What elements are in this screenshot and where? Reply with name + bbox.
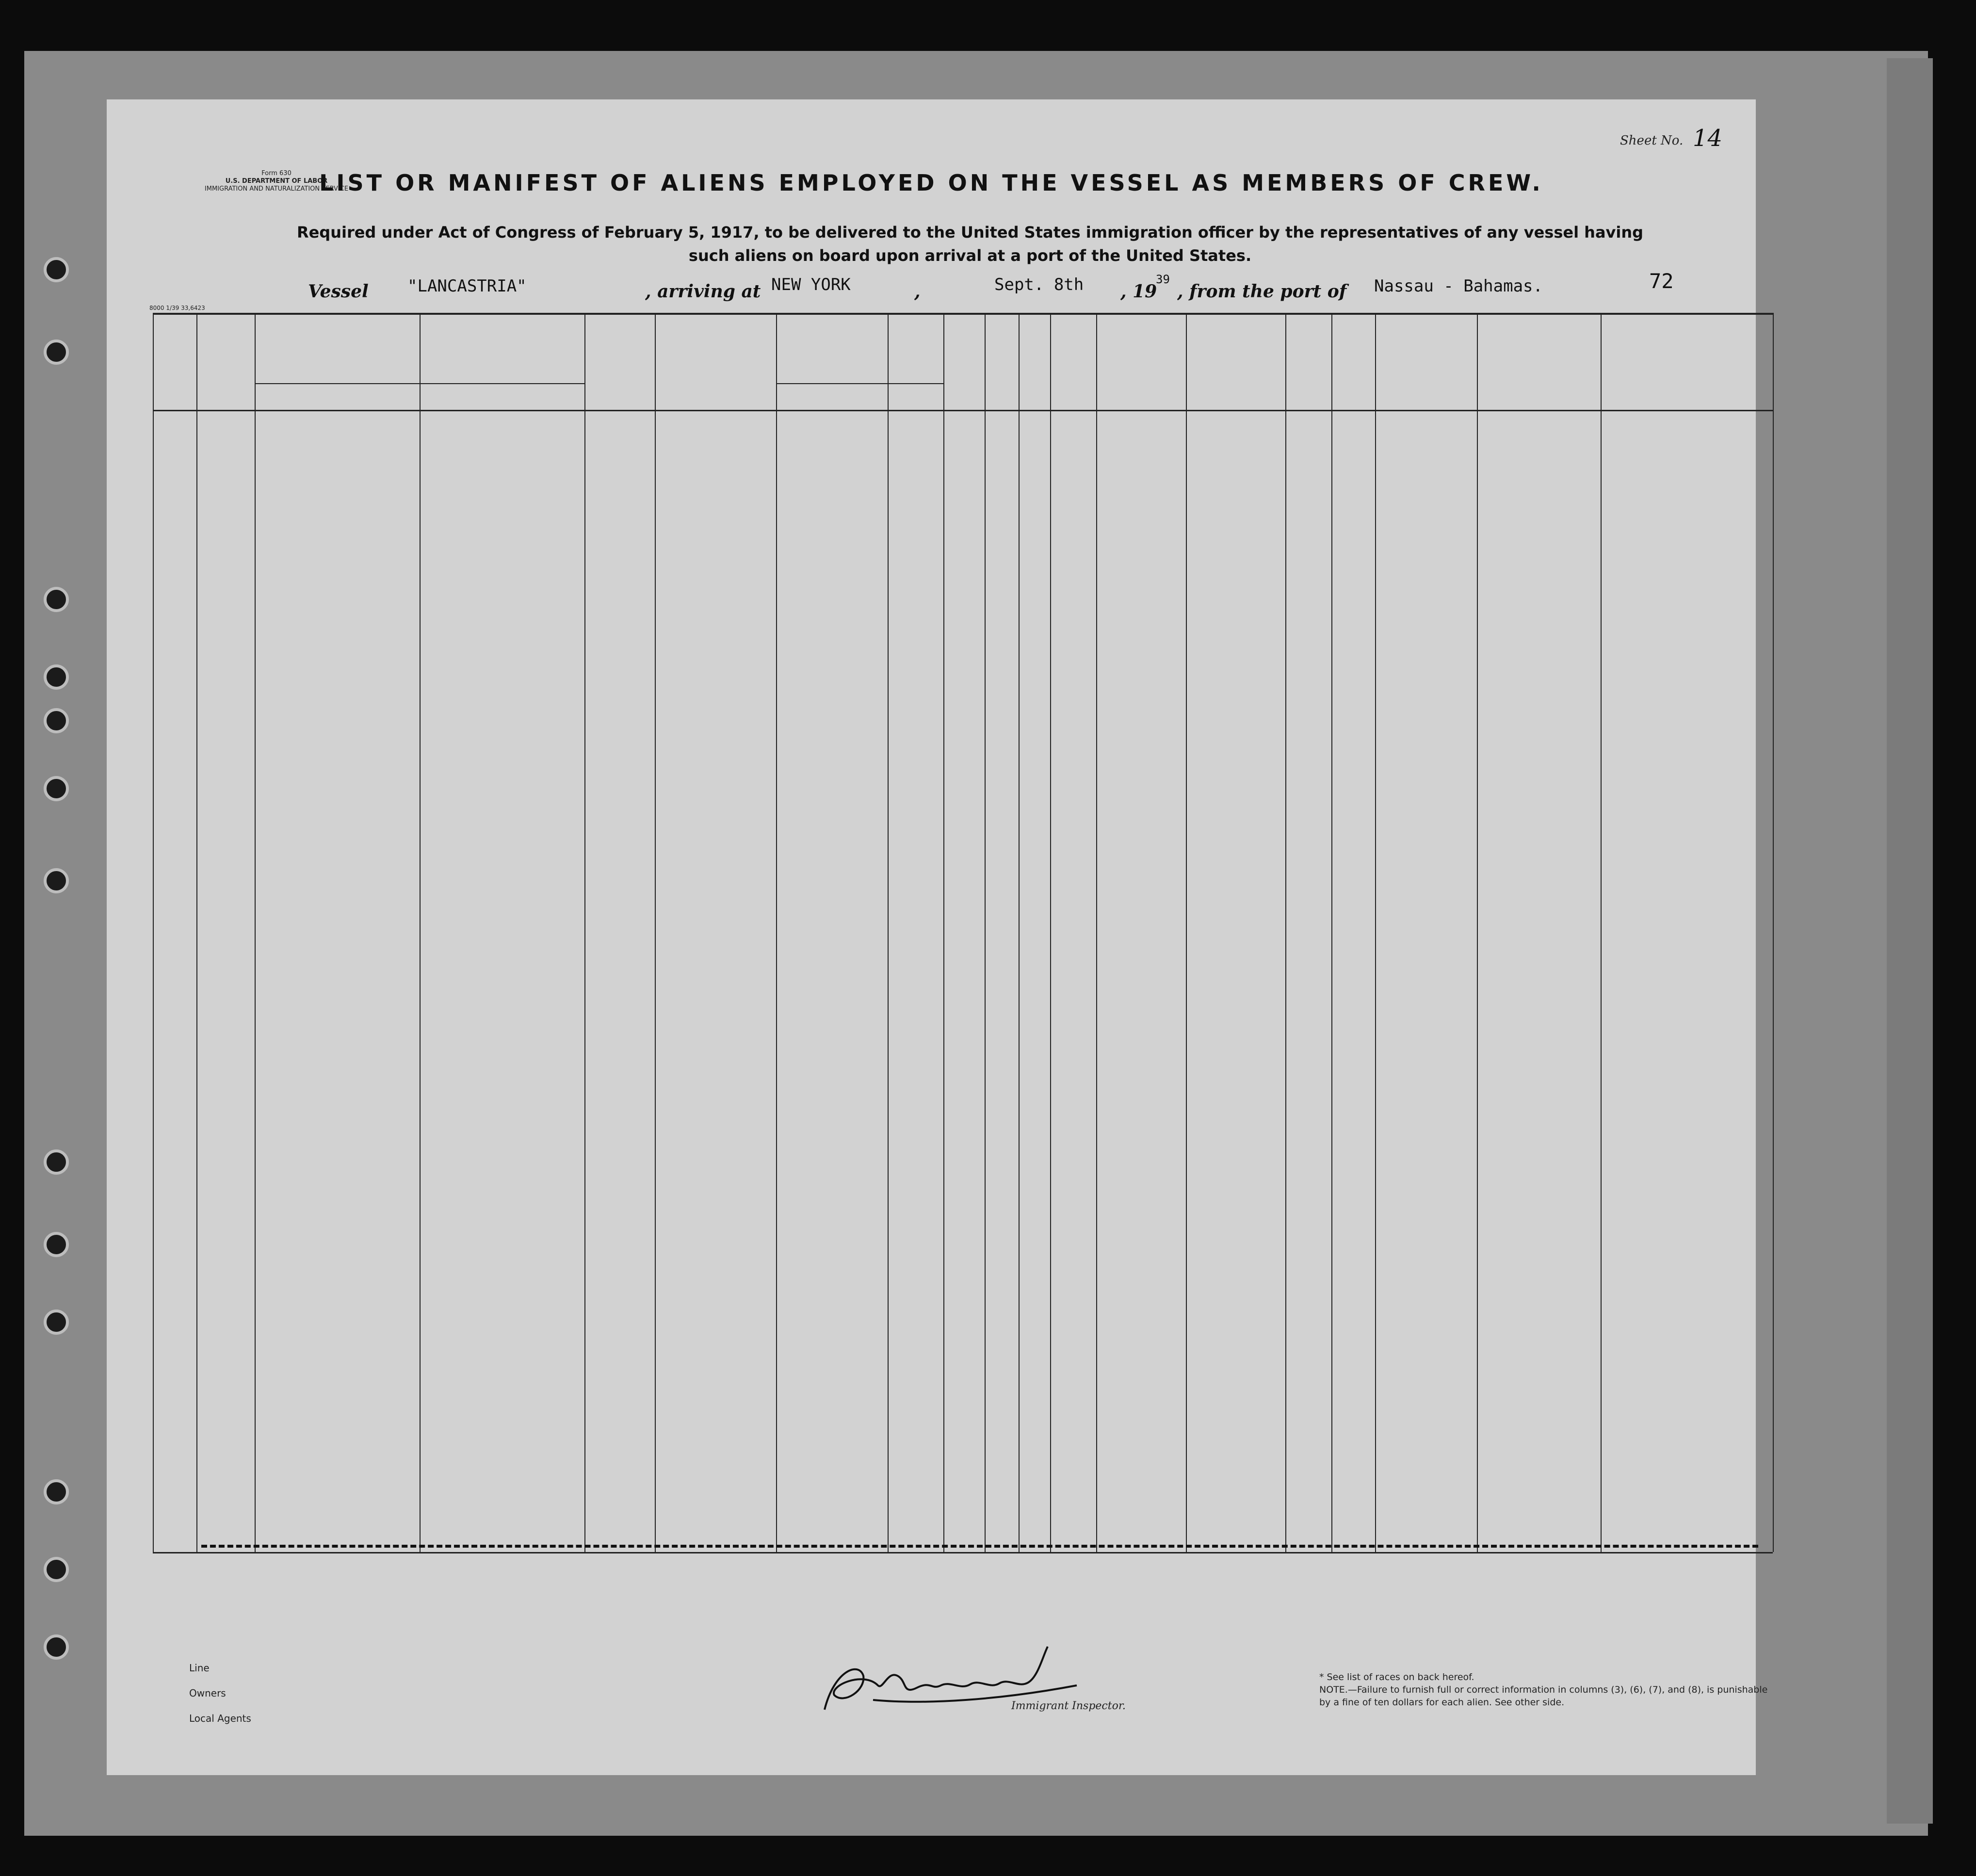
service-name: IMMIGRATION AND NATURALIZATION SERVICE [204, 185, 349, 193]
penalty-note: NOTE.—Failure to furnish full or correct information in columns (3), (6), (7), and (8), is punishable by a fine of ten dollars for each alien. See other side. [1319, 1684, 1768, 1708]
column-rule [985, 313, 986, 1552]
binder-hole [44, 664, 69, 690]
year-suffix: 39 [1156, 273, 1170, 286]
sheet-number: 14 [1693, 125, 1723, 152]
page-subtitle: Required under Act of Congress of February 5, 1917, to be delivered to the United States immigration officer by the representatives of any vessel having such aliens on board upon arrival at a port of the United States. [296, 223, 1644, 265]
race-footnote: * See list of races on back hereof. [1319, 1672, 1474, 1682]
page-title: LIST OR MANIFEST OF ALIENS EMPLOYED ON THE VESSEL AS MEMBERS OF CREW. [319, 170, 1543, 196]
binder-hole [44, 257, 69, 282]
binder-hole [44, 1479, 69, 1504]
column-rule [1019, 313, 1020, 1552]
column-rule [1331, 313, 1332, 1552]
binder-hole [44, 1310, 69, 1335]
column-rule [196, 313, 197, 1552]
crew-table [107, 99, 1756, 1775]
binder-hole [44, 1149, 69, 1175]
binder-hole [44, 340, 69, 365]
binder-hole [44, 708, 69, 733]
local-agents-label: Local Agents [189, 1713, 251, 1724]
owners-label: Owners [189, 1687, 226, 1699]
vessel-name: "LANCASTRIA" [407, 276, 527, 296]
shipped-subrule [776, 383, 943, 384]
column-rule [1096, 313, 1097, 1552]
arrival-date: Sept. 8th [994, 275, 1084, 294]
column-rule [153, 313, 154, 1552]
line-label: Line [189, 1662, 210, 1674]
binder-hole [44, 1634, 69, 1660]
column-rule [1601, 313, 1602, 1552]
column-rule [1186, 313, 1187, 1552]
column-rule [1285, 313, 1286, 1552]
column-rule [1477, 313, 1478, 1552]
arriving-label: , arriving at [645, 281, 761, 302]
form-number: Form 630 [261, 170, 292, 177]
column-rule [943, 313, 944, 1552]
binder-hole [44, 776, 69, 801]
column-rule [1375, 313, 1376, 1552]
end-of-list-line [201, 1545, 1758, 1548]
department-name: U.S. DEPARTMENT OF LABOR [225, 178, 328, 185]
header-bottom-rule [153, 410, 1773, 411]
from-label: , from the port of [1177, 281, 1347, 302]
table-top-rule [153, 313, 1773, 315]
vessel-label: Vessel [308, 281, 369, 302]
from-port: Nassau - Bahamas. [1374, 276, 1543, 296]
binder-hole [44, 1232, 69, 1257]
column-rule [888, 313, 889, 1552]
sheet-label: Sheet No. [1620, 133, 1684, 148]
binder-hole [44, 1557, 69, 1582]
binder-hole [44, 868, 69, 893]
print-code: 8000 1/39 33,6423 [149, 305, 205, 311]
column-rule [1773, 313, 1774, 1552]
column-rule [584, 313, 585, 1552]
year-prefix: , 19 [1120, 281, 1157, 302]
column-rule [420, 313, 421, 1552]
crew-count: 72 [1649, 269, 1674, 293]
column-rule [655, 313, 656, 1552]
binder-hole [44, 587, 69, 612]
mount-board-edge [1887, 58, 1933, 1824]
inspector-caption: Immigrant Inspector. [1011, 1700, 1126, 1712]
manifest-sheet: Form 630 U.S. DEPARTMENT OF LABOR IMMIGRATION AND NATURALIZATION SERVICE Sheet No. 14 LIST OR MANIFEST OF ALIENS EMPLOYED ON THE VESSEL AS MEMBERS OF CREW. Required under Act of Congress of February 5, 1917, to be delivered to the United States immigration officer by the representatives of any vessel having such aliens on board upon arrival at a port of the United States. Vessel "LANCASTRIA" , arriving at NEW YORK , Sept. 8th , 19 39 , from the port of Nassau - Bahamas. 72 8000 1/39 33,6423 Line Owners Local Agents Immigrant Inspector. * See list of races on back hereof. NOTE.—Failure to furnish full or correct information in columns (3), (6), (7), and (8), is punishable by a fine of ten dollars for each alien. See other side. [107, 99, 1756, 1775]
table-bottom-rule [153, 1552, 1773, 1553]
column-rule [255, 313, 256, 1552]
column-rule [1050, 313, 1051, 1552]
arriving-port: NEW YORK [771, 275, 851, 294]
column-rule [776, 313, 777, 1552]
